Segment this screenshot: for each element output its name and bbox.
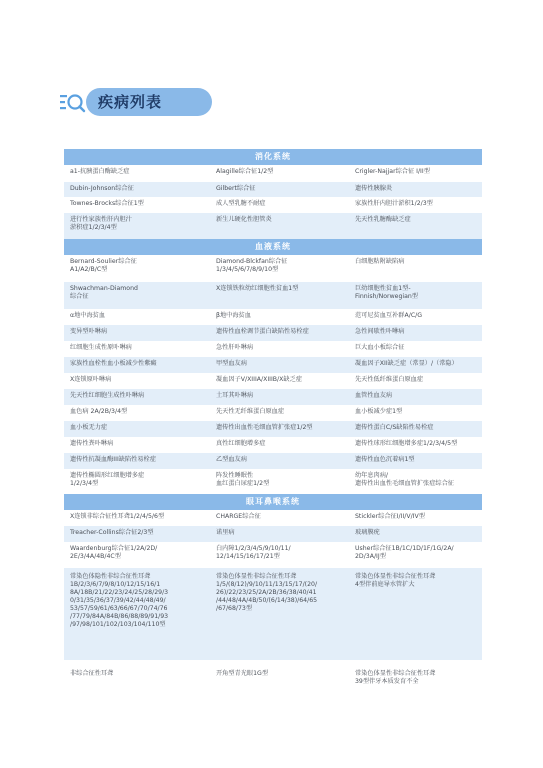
table-cell: 开角型青光眼1G型 (216, 670, 269, 677)
table-row (64, 213, 482, 239)
table-row (64, 510, 482, 526)
table-cell: 凝血因子V/XIIIA/XIIIB/X缺乏症 (216, 376, 302, 383)
table-row (64, 437, 482, 453)
table-cell: 巨大血小板综合征 (355, 344, 405, 351)
table-cell: Townes-Brocks综合征1型 (70, 200, 144, 207)
table-cell: 常染色体显性非综合征性耳聋 4型伴前庭导水管扩大 (355, 573, 436, 588)
table-cell: α地中海贫血 (70, 312, 106, 319)
table-row (64, 469, 482, 494)
table-cell: Shwachman-Diamond 综合征 (70, 285, 138, 300)
table-cell: 巨幼细胞性贫血1型- Finnish/Norwegian型 (355, 285, 418, 300)
table-row (64, 341, 482, 357)
table-cell: 遗传性胰腺炎 (355, 185, 393, 192)
table-row (64, 542, 482, 568)
table-cell: 遗传性抗凝血酶III缺陷性易栓症 (70, 456, 156, 463)
table-row (64, 182, 482, 197)
section-header-digestive: 消化系统 (64, 149, 482, 165)
table-cell: Crigler-Najjar综合征 I/II型 (355, 168, 430, 175)
table-row (64, 421, 482, 437)
table-cell: X连锁铁粒幼红细胞性贫血1型 (216, 285, 299, 292)
table-cell: 先天性低纤维蛋白原血症 (355, 376, 424, 383)
table-cell: Usher综合征1B/1C/1D/1F/1G/2A/ 2D/3A/IJ型 (355, 545, 454, 560)
table-cell: 常染色体隐性非综合征性耳聋 1B/2/3/6/7/9/8/10/12/15/16/1 8A/18B/21/22/23/24/25/28/29/3 0/31/35/36/37/39/42/44/48/49/ 53/57/59/61/63/66/67/70/74/76 /77/79/84A/84B/86/88/89/91/93 /97/98/101/102/103/104/110型 (70, 573, 169, 628)
table-cell: Bernard-Soulier综合征 A1/A2/B/C型 (70, 258, 137, 273)
table-row (64, 660, 482, 708)
table-cell: 急性肝卟啉病 (216, 344, 254, 351)
table-row (64, 255, 482, 282)
table-cell: 血管性血友病 (355, 392, 393, 399)
table-cell: Dubin-Johnson综合征 (70, 185, 134, 192)
table-cell: 甲型血友病 (216, 360, 247, 367)
table-row (64, 568, 482, 660)
disease-table (64, 149, 482, 708)
table-cell: 遗传性蛋白C/S缺陷性易栓症 (355, 424, 434, 431)
table-cell: Gilbert综合征 (216, 185, 256, 192)
table-cell: β地中海贫血 (216, 312, 251, 319)
table-cell: 先天性无纤维蛋白原血症 (216, 408, 285, 415)
table-row (64, 389, 482, 405)
table-cell: Diamond-Blckfan综合征 1/3/4/5/6/7/8/9/10型 (216, 258, 288, 273)
table-cell: 范可尼贫血互补群A/C/G (355, 312, 423, 319)
table-cell: 白内障1/2/3/4/5/9/10/11/ 12/14/15/16/17/21型 (216, 545, 291, 560)
table-cell: 诺里病 (216, 529, 235, 536)
table-cell: a1-抗胰蛋白酶缺乏症 (70, 168, 130, 175)
table-cell: 常染色体显性非综合征性耳聋 39型伴牙本质发育不全 (355, 670, 436, 685)
table-cell: 家族性血栓性血小板减少性紫癜 (70, 360, 157, 367)
table-cell: Waardenburg综合征1/2A/2D/ 2E/3/4A/4B/4C型 (70, 545, 158, 560)
table-cell: 血小板无力症 (70, 424, 108, 431)
table-cell: 遗传性椭圆形红细胞增多症 1/2/3/4型 (70, 472, 145, 487)
table-row (64, 453, 482, 469)
table-cell: Alagille综合征1/2型 (216, 168, 274, 175)
table-cell: X连锁非综合征性耳聋1/2/4/5/6型 (70, 513, 165, 520)
table-cell: 真性红细胞增多症 (216, 440, 266, 447)
table-cell: 急性间歇性卟啉病 (355, 328, 405, 335)
table-cell: 血小板减少症1型 (355, 408, 403, 415)
table-cell: 常染色体显性非综合征性耳聋 1/5/(8/12)/9/10/11/13/15/17/(20/ 26)/22/23/25/2A/2B/36/38/40/41 /44/48/4A/4B/50/(6/14/38)/64/65 /67/68/73型 (216, 573, 318, 612)
table-cell: 变异型卟啉病 (70, 328, 108, 335)
table-cell: 红细胞生成性原卟啉病 (70, 344, 132, 351)
table-row (64, 405, 482, 421)
table-cell: 进行性家族性肝内胆汁 淤积症1/2/3/4型 (70, 216, 132, 231)
table-cell: 新生儿硬化性胆管炎 (216, 216, 272, 223)
table-cell: 先天性乳糖酶缺乏症 (355, 216, 411, 223)
table-row (64, 282, 482, 309)
table-cell: CHARGE综合征 (216, 513, 261, 520)
table-row (64, 357, 482, 373)
section-header-blood: 血液系统 (64, 239, 482, 255)
table-cell: 乙型血友病 (216, 456, 247, 463)
table-cell: 血色病 2A/2B/3/4型 (70, 408, 128, 415)
table-cell: 阵发性睡眠性 血红蛋白尿症1/2型 (216, 472, 270, 487)
table-row (64, 309, 482, 325)
section-header-ent: 眼耳鼻喉系统 (64, 494, 482, 510)
table-cell: 玻璃膜疣 (355, 529, 380, 536)
table-row (64, 373, 482, 389)
table-cell: 遗传性血栓调节蛋白缺陷性易栓症 (216, 328, 309, 335)
table-cell: 遗传性血色沉着病1型 (355, 456, 415, 463)
table-cell: 遗传性出血性毛细血管扩张症1/2型 (216, 424, 313, 431)
page-title: 疾病列表 (98, 93, 163, 111)
table-cell: 先天性红细胞生成性卟啉病 (70, 392, 145, 399)
table-cell: 白细胞粘附缺陷病 (355, 258, 405, 265)
table-cell: X连锁原卟啉病 (70, 376, 112, 383)
table-cell: 遗传性粪卟啉病 (70, 440, 114, 447)
table-cell: 凝血因子XII缺乏症（常显）/（常隐） (355, 360, 458, 367)
search-list-icon (60, 92, 86, 114)
table-cell: Stickler综合征I/II/V/IV型 (355, 513, 425, 520)
table-cell: 家族性肝内胆汁淤积1/2/3型 (355, 200, 433, 207)
table-cell: 遗传性球形红细胞增多症1/2/3/4/5型 (355, 440, 458, 447)
table-cell: 非综合征性耳聋 (70, 670, 114, 677)
table-cell: Treacher-Collins综合征2/3型 (70, 529, 154, 536)
table-row (64, 165, 482, 182)
table-cell: 土耳其卟啉病 (216, 392, 254, 399)
table-cell: 幼年息肉病/ 遗传性出血性毛细血管扩张症综合征 (355, 472, 454, 487)
table-cell: 成人型乳糖不耐症 (216, 200, 266, 207)
table-row (64, 197, 482, 213)
table-row (64, 325, 482, 341)
table-row (64, 526, 482, 542)
